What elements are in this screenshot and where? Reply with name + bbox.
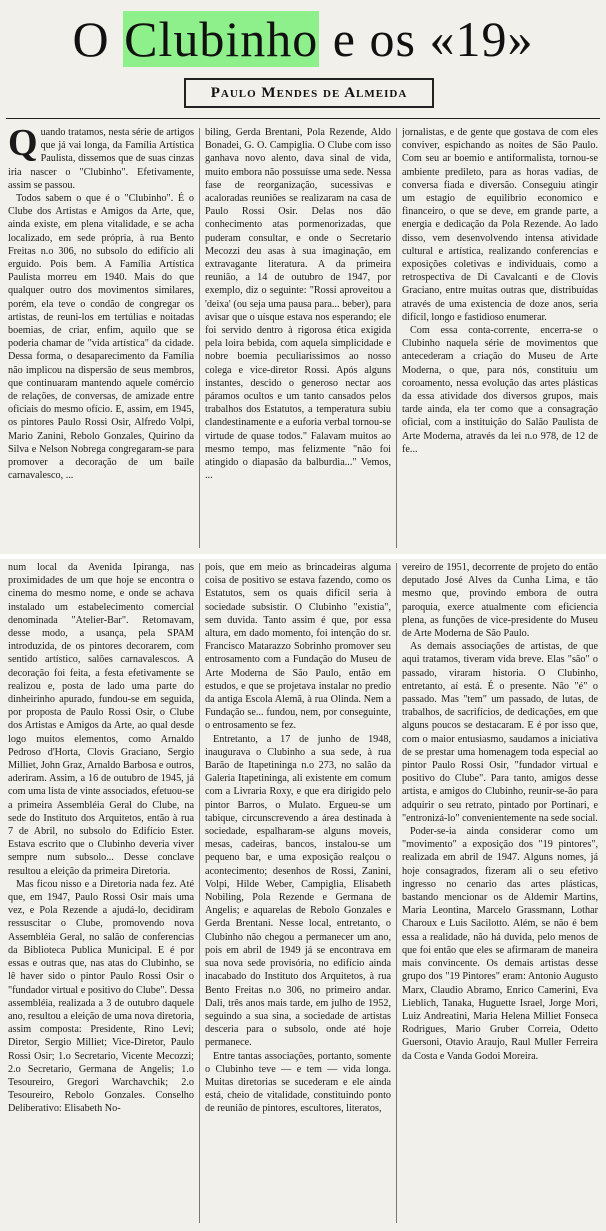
paragraph: jornalistas, e de gente que gostava de com eles conviver, espichando as noites de São Paulo. Com seu ar boemio e antiformalista, tornou-se ambiente predileto, para as horas vadias, de conversa fiada e diversão. Conseguiu atingir um estagio de equilibrio economico e financeiro, o que se deve, em grande parte, a energia e dedicação da Pola Rezende. Ao lado disso, vem desenvolvendo intensa atividade cultural e artística, realizando conferencias e exposições coletivas e individuais, como a retrospectiva de Di Cavalcanti e de Clovis Graciano, entre muitas outras que, distribuídas através de uma existencia de doze anos, seria difícil, longo e fastidioso enumerar. <box>402 127 598 323</box>
paragraph: Entre tantas associações, portanto, somente o Clubinho teve — e tem — vida longa. Muitas diretorias se sucederam e ele ainda está, cheio de vitalidade, constituindo ponto de reunião de pintores, escultores, literatos, <box>205 1050 391 1115</box>
paragraph: pois, que em meio as brincadeiras alguma coisa de positivo se estava fazendo, como os Estatutos, sem os quais difícil seria à sociedade subsistir. O Clubinho "existia", sem duvida. Tanto assim é que, por essa altura, em dado momento, foi intenção do sr. Francisco Matarazzo Sobrinho promover seu entrosamento com a Fundação do Museu de Arte Moderna de São Paulo, então em estudos, e que se projetava instalar no predio da antiga Escola Alemã, à rua Olinda. Nem a Fundação se... fundou, nem, por conseguinte, o entrosamento se fez. <box>205 562 391 732</box>
title-highlight: Clubinho <box>124 11 319 67</box>
title-after: e os «19» <box>319 11 534 67</box>
paragraph: Mas ficou nisso e a Diretoria nada fez. Até que, em 1947, Paulo Rossi Osir mais uma vez, e Pola Rezende a ajudá-lo, decidiram ressuscitar o Clube, promovendo nova Assembléia Geral, no salão de conferencias da Biblioteca Publica Municipal. E é por essas e outras que, nas atas do Clubinho, se lê haver sido o pintor Paulo Rossi Osir o "fundador virtual e positivo do Clube". Dessa assembléia, realizada a 3 de outubro daquele ano, resultou a eleição de uma nova diretoria, assim composta: Presidente, Rino Levi; Diretor, Sergio Milliet; Vice-Diretor, Paulo Rossi Osir; 1.o Secretario, Vicente Mecozzi; 2.o Secretario, Germana de Angelis; 1.o Tesoureiro, Gregori Warchavchik; 2.o Tesoureiro, Rebolo Gonzales. Conselho Deliberativo: Elisabeth No- <box>8 878 194 1115</box>
top-column-3 <box>402 126 598 552</box>
paragraph: uando tratamos, nesta série de artigos que já vai longa, da Família Artística Paulista, dissemos que de suas cinzas iria nascer o "Clubinho". Efetivamente, assim se passou. <box>8 127 194 191</box>
paragraph: Poder-se-ia ainda considerar como um "movimento" a exposição dos "19 pintores", realizada em abril de 1947. Alguns nomes, já hoje consagrados, fizeram ali o seu efetivo ingresso no cenario das artes plásticas, bastando mencionar os de Aldemir Martins, Maria Leontina, Marcelo Grassmann, Lothar Charoux e Luis Sacilotto. Além, se não é bem essa a realidade, não há duvida, pelo menos de que foi então que eles se afirmaram de maneira mais convincente. Os demais artistas desse grupo dos "19 Pintores" eram: Antonio Augusto Marx, Claudio Abramo, Enrico Camerini, Eva Lieblich, Tanaka, Huguette Israel, Jorge Mori, Luiz Andreatini, Maria Helena Milliet Fonseca Rodrigues, Mario Gruber Correia, Odetto Guersoni, Otavio Araujo, Raul Muller Ferreira da Costa e Vanda Godoi Moreira. <box>402 826 598 1062</box>
paragraph: Todos sabem o que é o "Clubinho". É o Clube dos Artistas e Amigos da Arte, que, ainda existe, em plena vitalidade, e se acha localizado, em sede própria, à rua Bento Freitas n.o 306, no subsolo do edifício ali erguido. Pois bem. A Família Artística Paulista morreu em 1940. Mais do que qualquer outro dos movimentos similares, porém, ela teve o condão de congregar os artistas, de reuni-los em tertúlias e noitadas boemias, de criar, enfim, aquilo que se poderia chamar de "vida artística" da cidade. Dessa forma, o desaparecimento da Família não implicou na dispersão de seus membros, que continuaram mantendo aquele comércio de relações, de conversas, de amizade entre oficiais do mesmo ofício. E, assim, em 1945, os pintores Paulo Rossi Osir, Alfredo Volpi, Mario Zanini, Rebolo Gonzales, Quirino da Silva e Nelson Nobrega congregaram-se para promover a decoração de um baile carnavalesco, ... <box>8 193 194 482</box>
article-header <box>0 0 606 124</box>
author-box <box>184 78 434 108</box>
bottom-column-3 <box>402 561 598 1229</box>
paragraph: As demais associações de artistas, de que aqui tratamos, tiveram vida breve. Elas "são" o passado, viraram historia. O Clubinho, entretanto, aí está. É o presente. Não "é" o passado. Mas "tem" um passado, de lutas, de trabalhos, de sacrifícios, de dedicações, em que alguns poucos se destacaram. E é por isso que, com o maior entusiasmo, saudamos a iniciativa de se prestar uma homenagem toda especial ao pintor Paulo Rossi Osir, "fundador virtual e positivo do Clube". Para tanto, amigos desse artista, e amigos do Clubinho, reunir-se-ão para adquirir o seu retrato, pintado por Portinari, e "entronizá-lo" convenientemente na sede social. <box>402 641 598 824</box>
column-rule <box>199 128 200 548</box>
drop-cap: Q <box>8 126 38 164</box>
bottom-column-2 <box>205 561 391 1229</box>
paragraph: vereiro de 1951, decorrente de projeto do então deputado José Alves da Cunha Lima, e tão mesmo que, provindo embora de outra paroquia, exerce atualmente com eficiencia plena, as funções de vice-presidente do Museu de Arte Moderna de São Paulo. <box>402 562 598 640</box>
column-rule <box>199 563 200 1223</box>
paragraph: Entretanto, a 17 de junho de 1948, inaugurava o Clubinho a sua sede, à rua Barão de Itapetininga n.o 273, no salão da Galeria Itapetininga, ali existente em comum com a Livraria Roxy, e que era dirigido pelo pintor Barros, o Mulato. Ergueu-se um tabique, circunscrevendo a área destinada à sociedade, espalharam-se alguns moveis, mesas, cadeiras, bancos, instalou-se um pequeno bar, e uma exposição realçou o acontecimento; desenhos de Rossi, Zanini, Volpi, Hilde Weber, Campiglia, Elisabeth Nobiling, Pola Rezende e Germana de Angelis; e aquarelas de Rebolo Gonzales e Gerda Brentani. Nesse local, entretanto, o Clubinho não chegou a permanecer um ano, pois em abril de 1949 já se encontrava em sua nova sede provisória, no edifício ainda inacabado do Instituto dos Arquitetos, à rua Bento Freitas n.o 306, no primeiro andar. Dali, três anos mais tarde, em julho de 1952, seguindo a sua sina, a sociedade de artistas desceria para o subsolo, onde até hoje permanece. <box>205 733 391 1049</box>
bottom-column-1 <box>8 561 194 1229</box>
title-before: O <box>72 11 124 67</box>
paragraph: num local da Avenida Ipiranga, nas proximidades de um que hoje se encontra o cinema do mesmo nome, e onde se achava instalado um estabelecimento comercial denominada "Atelier-Bar". Retomavam, desse modo, a usança, pela SPAM introduzida, de os pintores decorarem, com sentido artístico, salões carnavalescos. A decoração foi feita, a festa efetivamente se realizou e, posta de lado uma parte do dinheirinho apurado, fundou-se em seguida, por proposta de Paulo Rossi Osir, o Clube dos Artistas e Amigos da Arte, ao qual desde logo muitos elementos, como Arnaldo Pedroso d'Horta, Clovis Graciano, Sergio Milliet, John Graz, Arnaldo Barbosa e outros, aderiram. Assim, a 16 de outubro de 1945, já com uma lista de vinte associados, efetuou-se a primeira Assembléia Geral do Clube, na sede do Instituto dos Arquitetos, então à rua 7 de Abril, no subsolo do Edifício Ester. Estava escrito que o Clubinho deveria viver sempre num subsolo... Desse conclave resultou a eleição da primeira Diretoria. <box>8 562 194 877</box>
top-clipping <box>0 124 606 554</box>
top-column-2 <box>205 126 391 552</box>
top-column-1 <box>8 126 194 552</box>
bottom-clipping <box>0 559 606 1231</box>
article-title <box>0 4 606 74</box>
paragraph: Com essa conta-corrente, encerra-se o Clubinho naquela série de movimentos que antecederam a criação do Museu de Arte Moderna, o que, para nós, constituiu um coroamento, nessa evolução das artes plásticas da essa atividade dos diversos grupos, mais tarde ainda, ela ter como que a consagração oficial, com a instituição do Salão Paulista de Arte Moderna, através da lei n.o 978, de 12 de fe... <box>402 325 598 455</box>
column-rule <box>396 563 397 1223</box>
column-rule <box>396 128 397 548</box>
header-rule <box>6 118 600 119</box>
author-name: Paulo Mendes de Almeida <box>210 85 408 101</box>
paragraph: biling, Gerda Brentani, Pola Rezende, Aldo Bonadei, G. O. Campiglia. O Clube com isso ganhava novo alento, dava sinal de vida, muito embora não possuísse uma sede. Nessa fase de reorganização, sucessivas e acaloradas reuniões se realizaram na casa de Paulo Rossi Osir. Delas nos dão conhecimento atas pormenorizadas, que puderam consultar, e onde o Secretario Mecozzi deu asas à sua imaginação, em extravagante literatura. A da primeira reunião, a 14 de outubro de 1947, por exemplo, diz o seguinte: "Rossi aproveitou a 'deixa' (ou seja uma pausa para... beber), para avisar que o uísque estava nos esperando; ele foi servido dentro à rigorosa ética exigida pela loira bebida, com aquela simplicidade e nobre boemia peculiarissimos ao nosso colega e vice-diretor Rossi. Após alguns instantes, descido o generoso nectar aos páramos ocultos e um tanto cansados pelos trabalhos dos Estatutos, a temperatura subiu clandestinamente e a euforia verbal tornou-se virtude de quase todos." Falavam muitos ao mesmo tempo, mas felizmente "não foi atingido o diapasão da balburdia..." Vemos, ... <box>205 127 391 482</box>
